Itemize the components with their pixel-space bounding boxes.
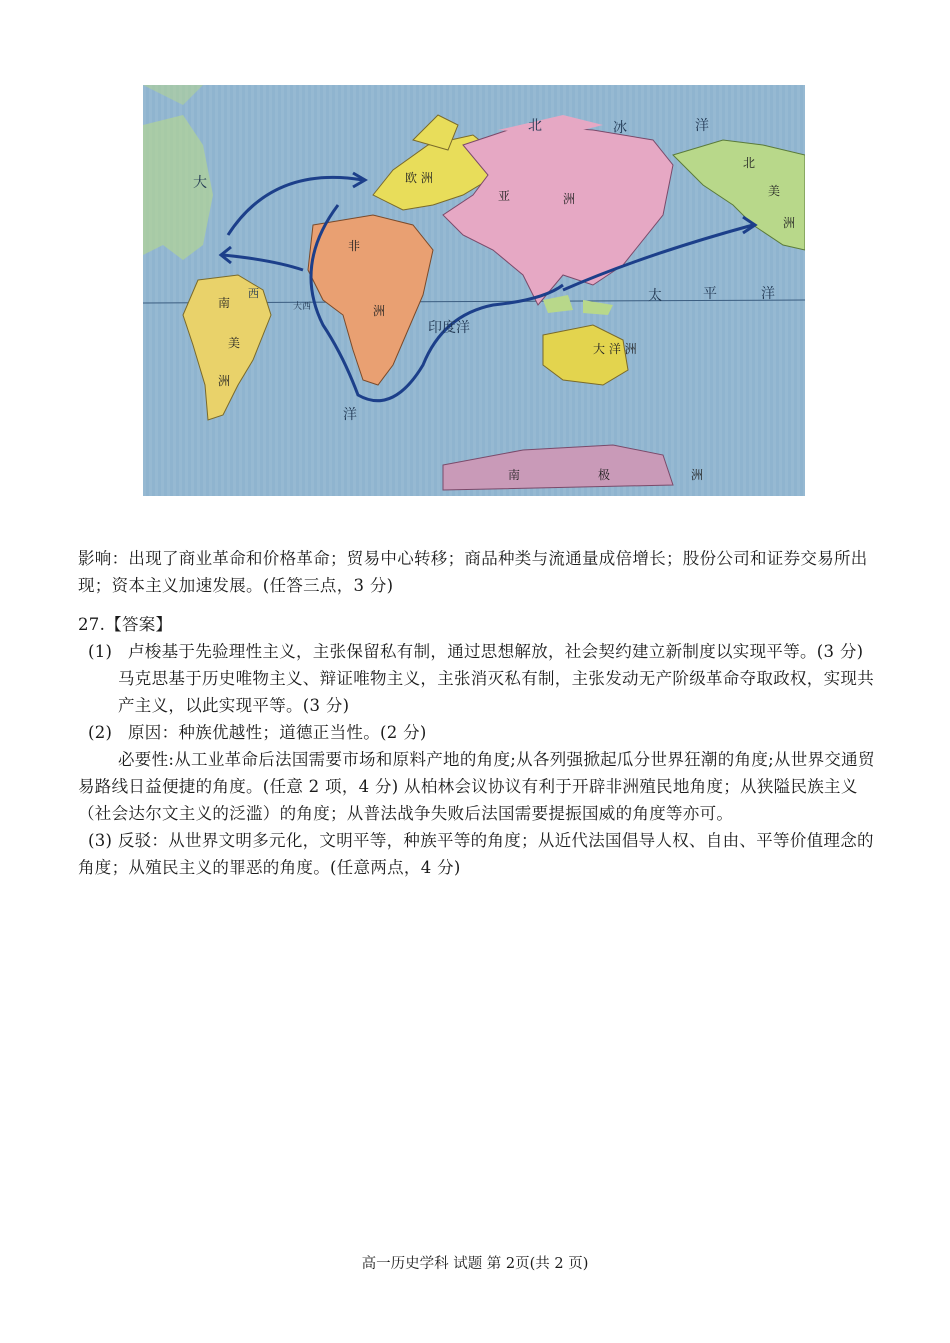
label-north-america-1: 北 — [743, 156, 756, 170]
q27-part1-a: 卢梭基于先验理性主义，主张保留私有制，通过思想解放，社会契约建立新制度以实现平等。(3 分) — [128, 642, 864, 661]
impact-text: 影响：出现了商业革命和价格革命；贸易中心转移；商品种类与流通量成倍增长；股份公司和证券交易所出现；资本主义加速发展。(任答三点，3 分) — [78, 549, 868, 595]
label-atlantic-3: 西 — [248, 287, 259, 300]
label-europe: 欧 洲 — [405, 171, 433, 185]
q27-part2-b: 必要性:从工业革命后法国需要市场和原料产地的角度;从各列强掀起瓜分世界狂潮的角度;从世界交通贸易路线日益便捷的角度。(任意 2 项，4 分) 从柏林会议协议有利于开辟非洲殖民地角度；从狭隘民族主义（社会达尔文主义的泛滥）的角度；从普法战争失败后法国需要提振国威的角度等亦可。 — [78, 750, 875, 823]
label-antarctica-3: 洲 — [691, 468, 704, 482]
label-pacific-2: 平 — [703, 286, 717, 302]
world-map — [143, 85, 805, 496]
q27-part3 — [78, 827, 878, 881]
q27-part2-label: (2) — [88, 723, 113, 742]
page-footer: 高一历史学科 试题 第 2页(共 2 页) — [361, 1256, 589, 1272]
label-indian: 印度洋 — [428, 320, 470, 336]
label-pacific-3: 洋 — [761, 286, 775, 302]
label-africa-1: 非 — [348, 239, 361, 253]
label-south-america-1: 南 — [218, 296, 231, 310]
q27-part2 — [78, 719, 878, 746]
answer-body — [78, 545, 878, 599]
label-antarctica-1: 南 — [508, 468, 521, 482]
q27-part1-label: (1) — [88, 642, 113, 661]
label-atlantic-2: 洋 — [343, 407, 357, 423]
q27-part3-text: 反驳：从世界文明多元化，文明平等，种族平等的角度；从近代法国倡导人权、自由、平等价值理念的角度；从殖民主义的罪恶的角度。(任意两点，4 分) — [78, 831, 874, 877]
q27-part1-b: 马克思基于历史唯物主义、辩证唯物主义，主张消灭私有制，主张发动无产阶级革命夺取政权，实现共产主义，以此实现平等。(3 分) — [118, 669, 874, 715]
label-south-america-3: 洲 — [218, 374, 231, 388]
label-asia-1: 亚 — [498, 189, 511, 203]
label-antarctica-2: 极 — [598, 468, 611, 482]
q27-part1 — [78, 638, 878, 665]
label-oceania: 大 洋 洲 — [593, 342, 637, 356]
label-arctic-1: 北 — [528, 118, 542, 134]
label-pacific-1: 太 — [648, 288, 662, 304]
label-asia-2: 洲 — [563, 192, 576, 206]
label-north-america-2: 美 — [768, 184, 781, 198]
label-africa-2: 洲 — [373, 304, 386, 318]
label-arctic-3: 洋 — [695, 118, 709, 134]
label-atlantic-4: 大西 — [293, 302, 312, 312]
q27-part3-label: (3) — [88, 831, 113, 850]
q27-block — [78, 611, 878, 881]
label-atlantic-1: 大 — [193, 175, 207, 191]
label-north-america-3: 洲 — [783, 216, 796, 230]
q27-heading: 27.【答案】 — [78, 615, 173, 634]
label-arctic-2: 冰 — [613, 120, 627, 136]
label-south-america-2: 美 — [228, 336, 241, 350]
q27-part2-a: 原因：种族优越性；道德正当性。(2 分) — [128, 723, 427, 742]
